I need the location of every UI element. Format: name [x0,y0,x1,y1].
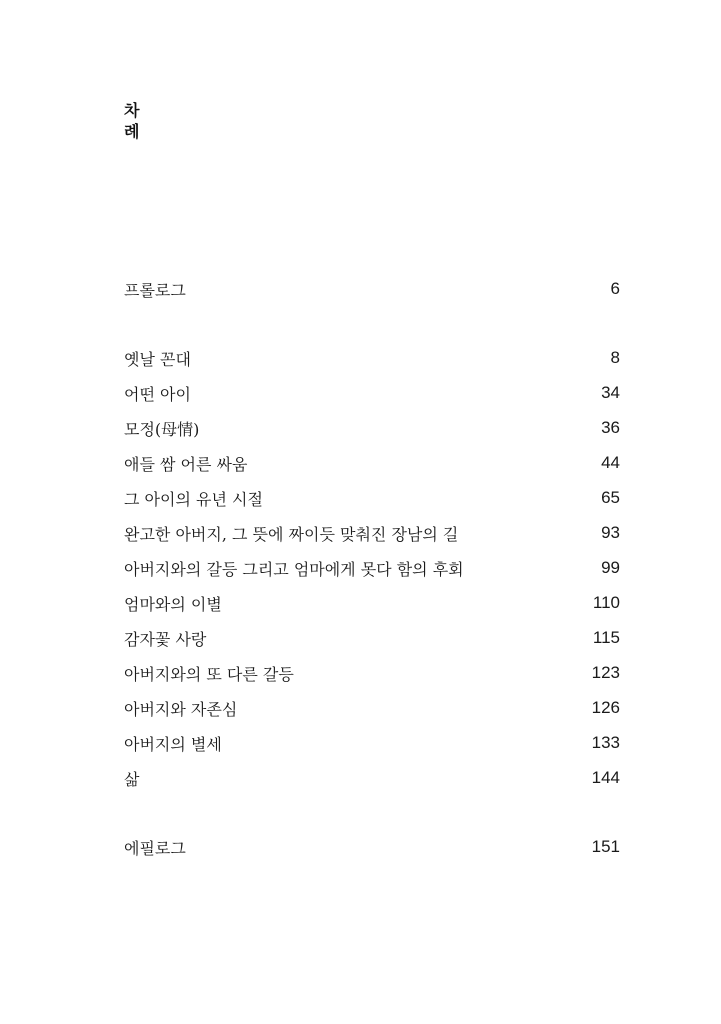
toc-entry[interactable] [124,695,620,721]
toc-entry-page-number: 93 [601,523,620,542]
toc-entry-title: 애들 쌈 어른 싸움 [124,454,248,474]
toc-entry-title: 어떤 아이 [124,384,191,404]
toc-entry-page-number: 65 [601,488,620,507]
toc-entry-title: 프롤로그 [124,280,186,300]
page-title-line-2: 례 [124,122,140,141]
toc-entry-page-number: 99 [601,558,620,577]
toc-entry-page-number: 123 [591,663,620,682]
toc-entry-title: 엄마와의 이별 [124,594,222,614]
toc-entry[interactable] [124,520,620,546]
toc-entry[interactable] [124,765,620,791]
toc-entry[interactable] [124,660,620,686]
toc-entry-page-number: 8 [610,348,620,367]
toc-entry[interactable] [124,380,620,406]
toc-entry-title: 옛날 꼰대 [124,349,191,369]
toc-entry-title: 에필로그 [124,838,186,858]
toc-entry-title: 아버지와의 또 다른 갈등 [124,664,294,684]
page-title-line-1: 차 [124,101,140,120]
toc-entry-title: 감자꽃 사랑 [124,629,207,649]
toc-entry[interactable] [124,625,620,651]
toc-entry-title: 모정(母情) [124,419,200,439]
toc-entry-page-number: 115 [592,628,620,647]
toc-entry[interactable] [124,555,620,581]
toc-entry[interactable] [124,345,620,371]
page-title [124,100,154,142]
toc-entry-page-number: 110 [592,593,620,612]
toc-entry-prologue[interactable] [124,276,620,302]
toc-entry[interactable] [124,450,620,476]
toc-entry-title: 아버지와 자존심 [124,699,238,719]
toc-entry[interactable] [124,485,620,511]
toc-entry-page-number: 133 [591,733,620,752]
toc-entry-page-number: 6 [610,279,620,298]
toc-entry-title: 완고한 아버지, 그 뜻에 짜이듯 맞춰진 장남의 길 [124,524,459,544]
toc-entry-title: 그 아이의 유년 시절 [124,489,263,509]
toc-entry-title: 아버지의 별세 [124,734,222,754]
toc-entry[interactable] [124,730,620,756]
toc-entry-title: 아버지와의 갈등 그리고 엄마에게 못다 함의 후회 [124,559,464,579]
toc-entry-title: 삶 [124,769,140,789]
toc-entry-page-number: 126 [591,698,620,717]
toc-entry-page-number: 151 [591,837,620,856]
toc-entry-page-number: 34 [601,383,620,402]
toc-entry[interactable] [124,415,620,441]
toc-entry-page-number: 36 [601,418,620,437]
toc-entry-page-number: 44 [601,453,620,472]
toc-entry-epilogue[interactable] [124,834,620,860]
toc-entry-page-number: 144 [591,768,620,787]
toc-entry[interactable] [124,590,620,616]
